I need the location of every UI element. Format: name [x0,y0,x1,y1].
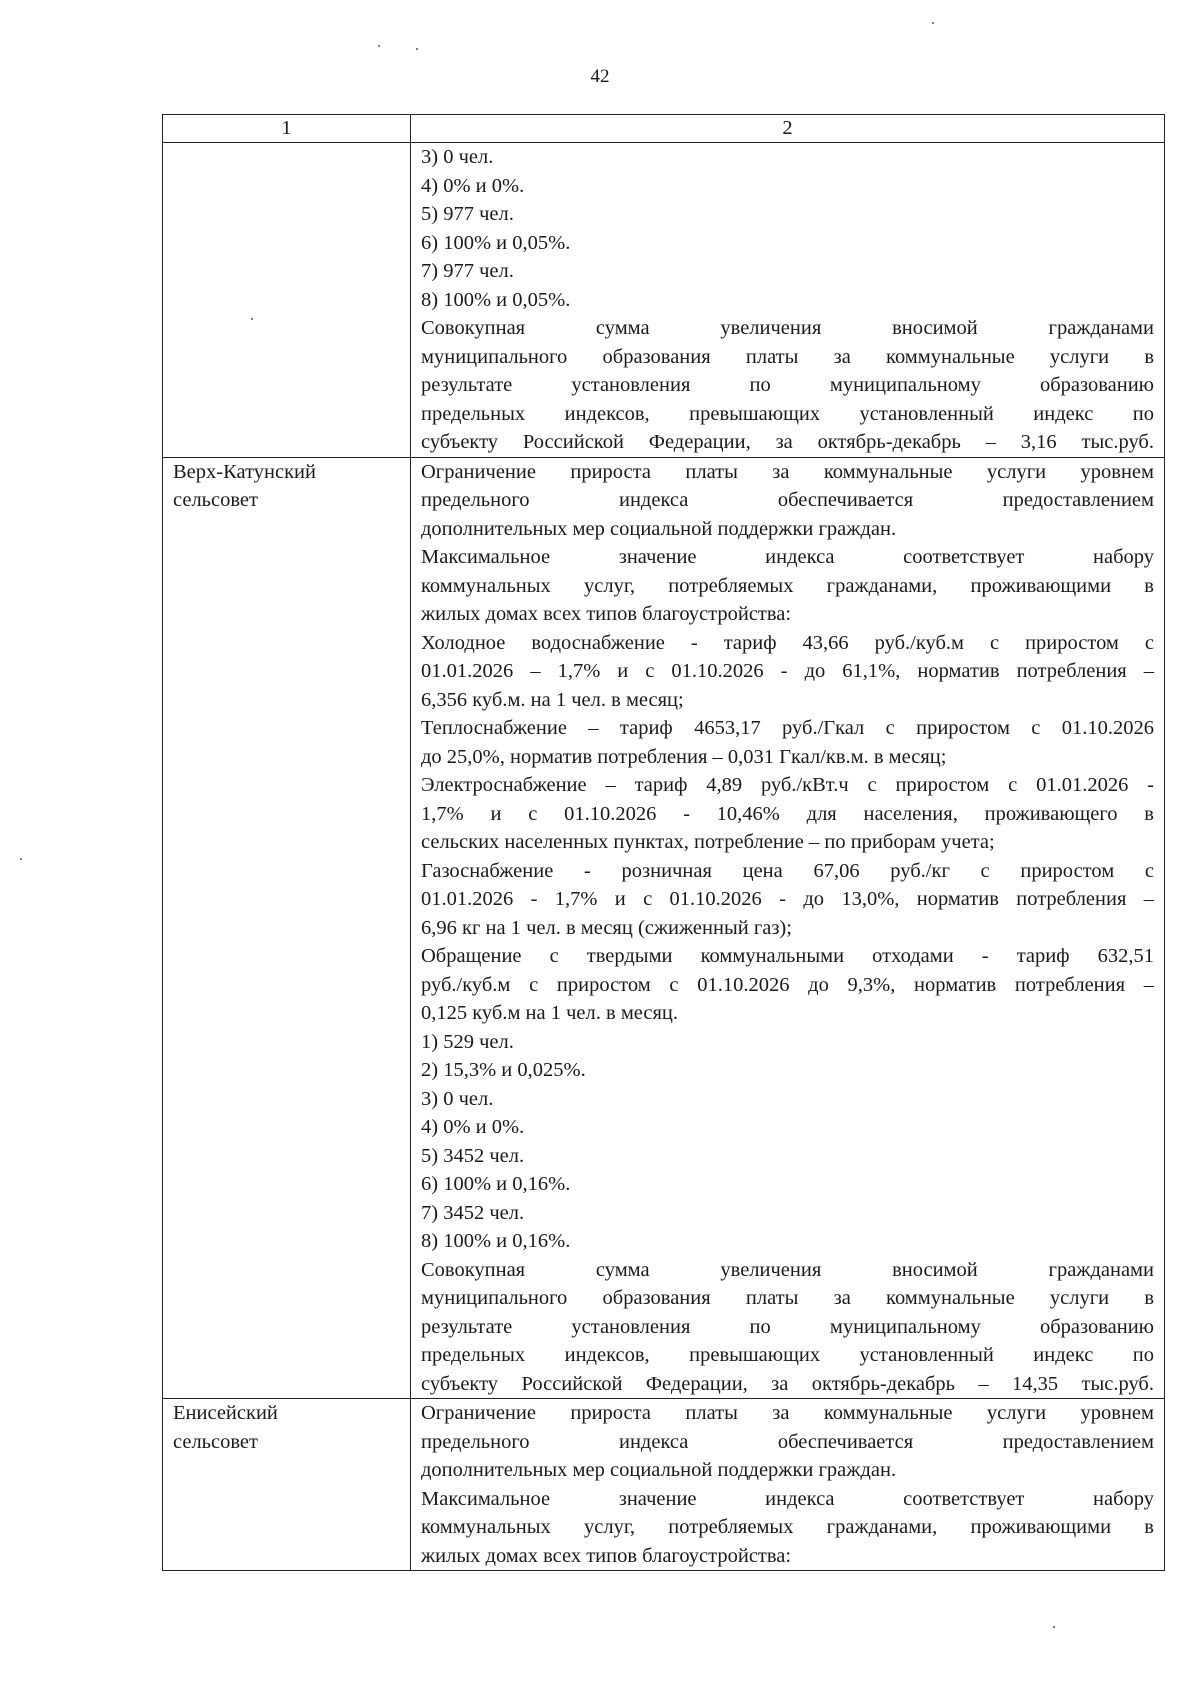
description-line: дополнительных мер социальной поддержки граждан. [421,1459,897,1481]
description-line: 6) 100% и 0,16%. [421,1173,571,1195]
municipality-name-line: сельсовет [173,1430,258,1453]
page-number: 42 [590,66,610,87]
description-line: Электроснабжение – тариф 4,89 руб./кВт.ч с приростом с 01.01.2026 - [421,774,1154,796]
description-line: 8) 100% и 0,16%. [421,1230,571,1252]
description-line: 7) 3452 чел. [421,1201,525,1224]
description-line: дополнительных мер социальной поддержки граждан. [421,517,897,540]
municipality-name-line: Енисейский [173,1402,278,1424]
description-line: 4) 0% и 0%. [421,174,525,197]
description-line: Ограничение прироста платы за коммунальные услуги уровнем [421,1402,1154,1424]
municipality-name-line: Верх-Катунский [173,460,316,483]
description-line: 3) 0 чел. [421,146,494,168]
description-line: предельных индексов, превышающих установленный индекс по [421,1344,1154,1366]
description-line: предельных индексов, превышающих установленный индекс по [421,402,1154,425]
column-header-2: 2 [411,115,1165,143]
scan-speck [932,22,934,24]
table-row [163,1399,1165,1571]
description-line: коммунальных услуг, потребляемых гражданами, проживающими в [421,574,1154,597]
description-line: жилых домах всех типов благоустройства: [421,1544,792,1567]
description-line: 1,7% и с 01.10.2026 - 10,46% для населения, проживающего в [421,802,1154,825]
measures-table [162,114,1165,1571]
description-line: 01.01.2026 - 1,7% и с 01.10.2026 - до 13,0%, норматив потребления – [421,888,1154,910]
table-row [163,457,1165,1399]
municipality-name-cell [163,457,411,1399]
description-line: муниципального образования платы за коммунальные услуги в [421,345,1154,368]
description-line: сельских населенных пунктах, потребление – по приборам учета; [421,831,995,853]
description-line: Ограничение прироста платы за коммунальные услуги уровнем [421,460,1154,483]
description-cell [411,143,1165,458]
description-line: 0,125 куб.м на 1 чел. в месяц. [421,1002,679,1024]
table-row [163,143,1165,458]
column-header-1: 1 [163,115,411,143]
description-line: 5) 3452 чел. [421,1144,525,1167]
description-line: Холодное водоснабжение - тариф 43,66 руб./куб.м с приростом с [421,631,1154,654]
description-line: 7) 977 чел. [421,260,514,282]
description-line: Обращение с твердыми коммунальными отходами - тариф 632,51 [421,945,1154,967]
description-line: Газоснабжение - розничная цена 67,06 руб./кг с приростом с [421,859,1154,882]
description-line: 4) 0% и 0%. [421,1116,525,1138]
description-line: предельного индекса обеспечивается предоставлением [421,1430,1154,1453]
description-line: муниципального образования платы за коммунальные услуги в [421,1287,1154,1309]
table-header-row [163,115,1165,143]
description-line: Теплоснабжение – тариф 4653,17 руб./Гкал с приростом с 01.10.2026 [421,717,1154,739]
description-line: субъекту Российской Федерации, за октябрь-декабрь – 3,16 тыс.руб. [421,431,1154,453]
description-line: руб./куб.м с приростом с 01.10.2026 до 9,3%, норматив потребления – [421,973,1154,996]
municipality-name-line: сельсовет [173,489,258,511]
description-line: результате установления по муниципальному образованию [421,1315,1154,1338]
scan-speck [1053,1626,1055,1628]
description-line: Максимальное значение индекса соответствует набору [421,546,1154,568]
description-line: до 25,0%, норматив потребления – 0,031 Гкал/кв.м. в месяц; [421,745,947,768]
description-cell [411,1399,1165,1571]
description-line: Максимальное значение индекса соответствует набору [421,1487,1154,1510]
description-line: 1) 529 чел. [421,1030,514,1053]
description-line: 6,96 кг на 1 чел. в месяц (сжиженный газ); [421,916,792,939]
description-line: Совокупная сумма увеличения вносимой гражданами [421,1258,1154,1281]
municipality-name-cell [163,143,411,458]
description-line: предельного индекса обеспечивается предоставлением [421,489,1154,511]
description-line: 3) 0 чел. [421,1087,494,1110]
description-line: 5) 977 чел. [421,203,514,225]
description-line: Совокупная сумма увеличения вносимой гражданами [421,317,1154,339]
description-line: жилых домах всех типов благоустройства: [421,603,792,625]
description-line: 6,356 куб.м. на 1 чел. в месяц; [421,688,684,711]
description-line: 6) 100% и 0,05%. [421,231,571,254]
description-line: субъекту Российской Федерации, за октябрь-декабрь – 14,35 тыс.руб. [421,1372,1154,1395]
description-line: коммунальных услуг, потребляемых гражданами, проживающими в [421,1516,1154,1538]
scan-speck [20,858,22,860]
municipality-name-cell [163,1399,411,1571]
description-line: 01.01.2026 – 1,7% и с 01.10.2026 - до 61,1%, норматив потребления – [421,660,1154,682]
description-line: 8) 100% и 0,05%. [421,288,571,311]
description-line: 2) 15,3% и 0,025%. [421,1059,586,1081]
scan-speck [378,45,380,47]
description-cell [411,457,1165,1399]
scan-speck [416,48,418,50]
description-line: результате установления по муниципальному образованию [421,374,1154,396]
